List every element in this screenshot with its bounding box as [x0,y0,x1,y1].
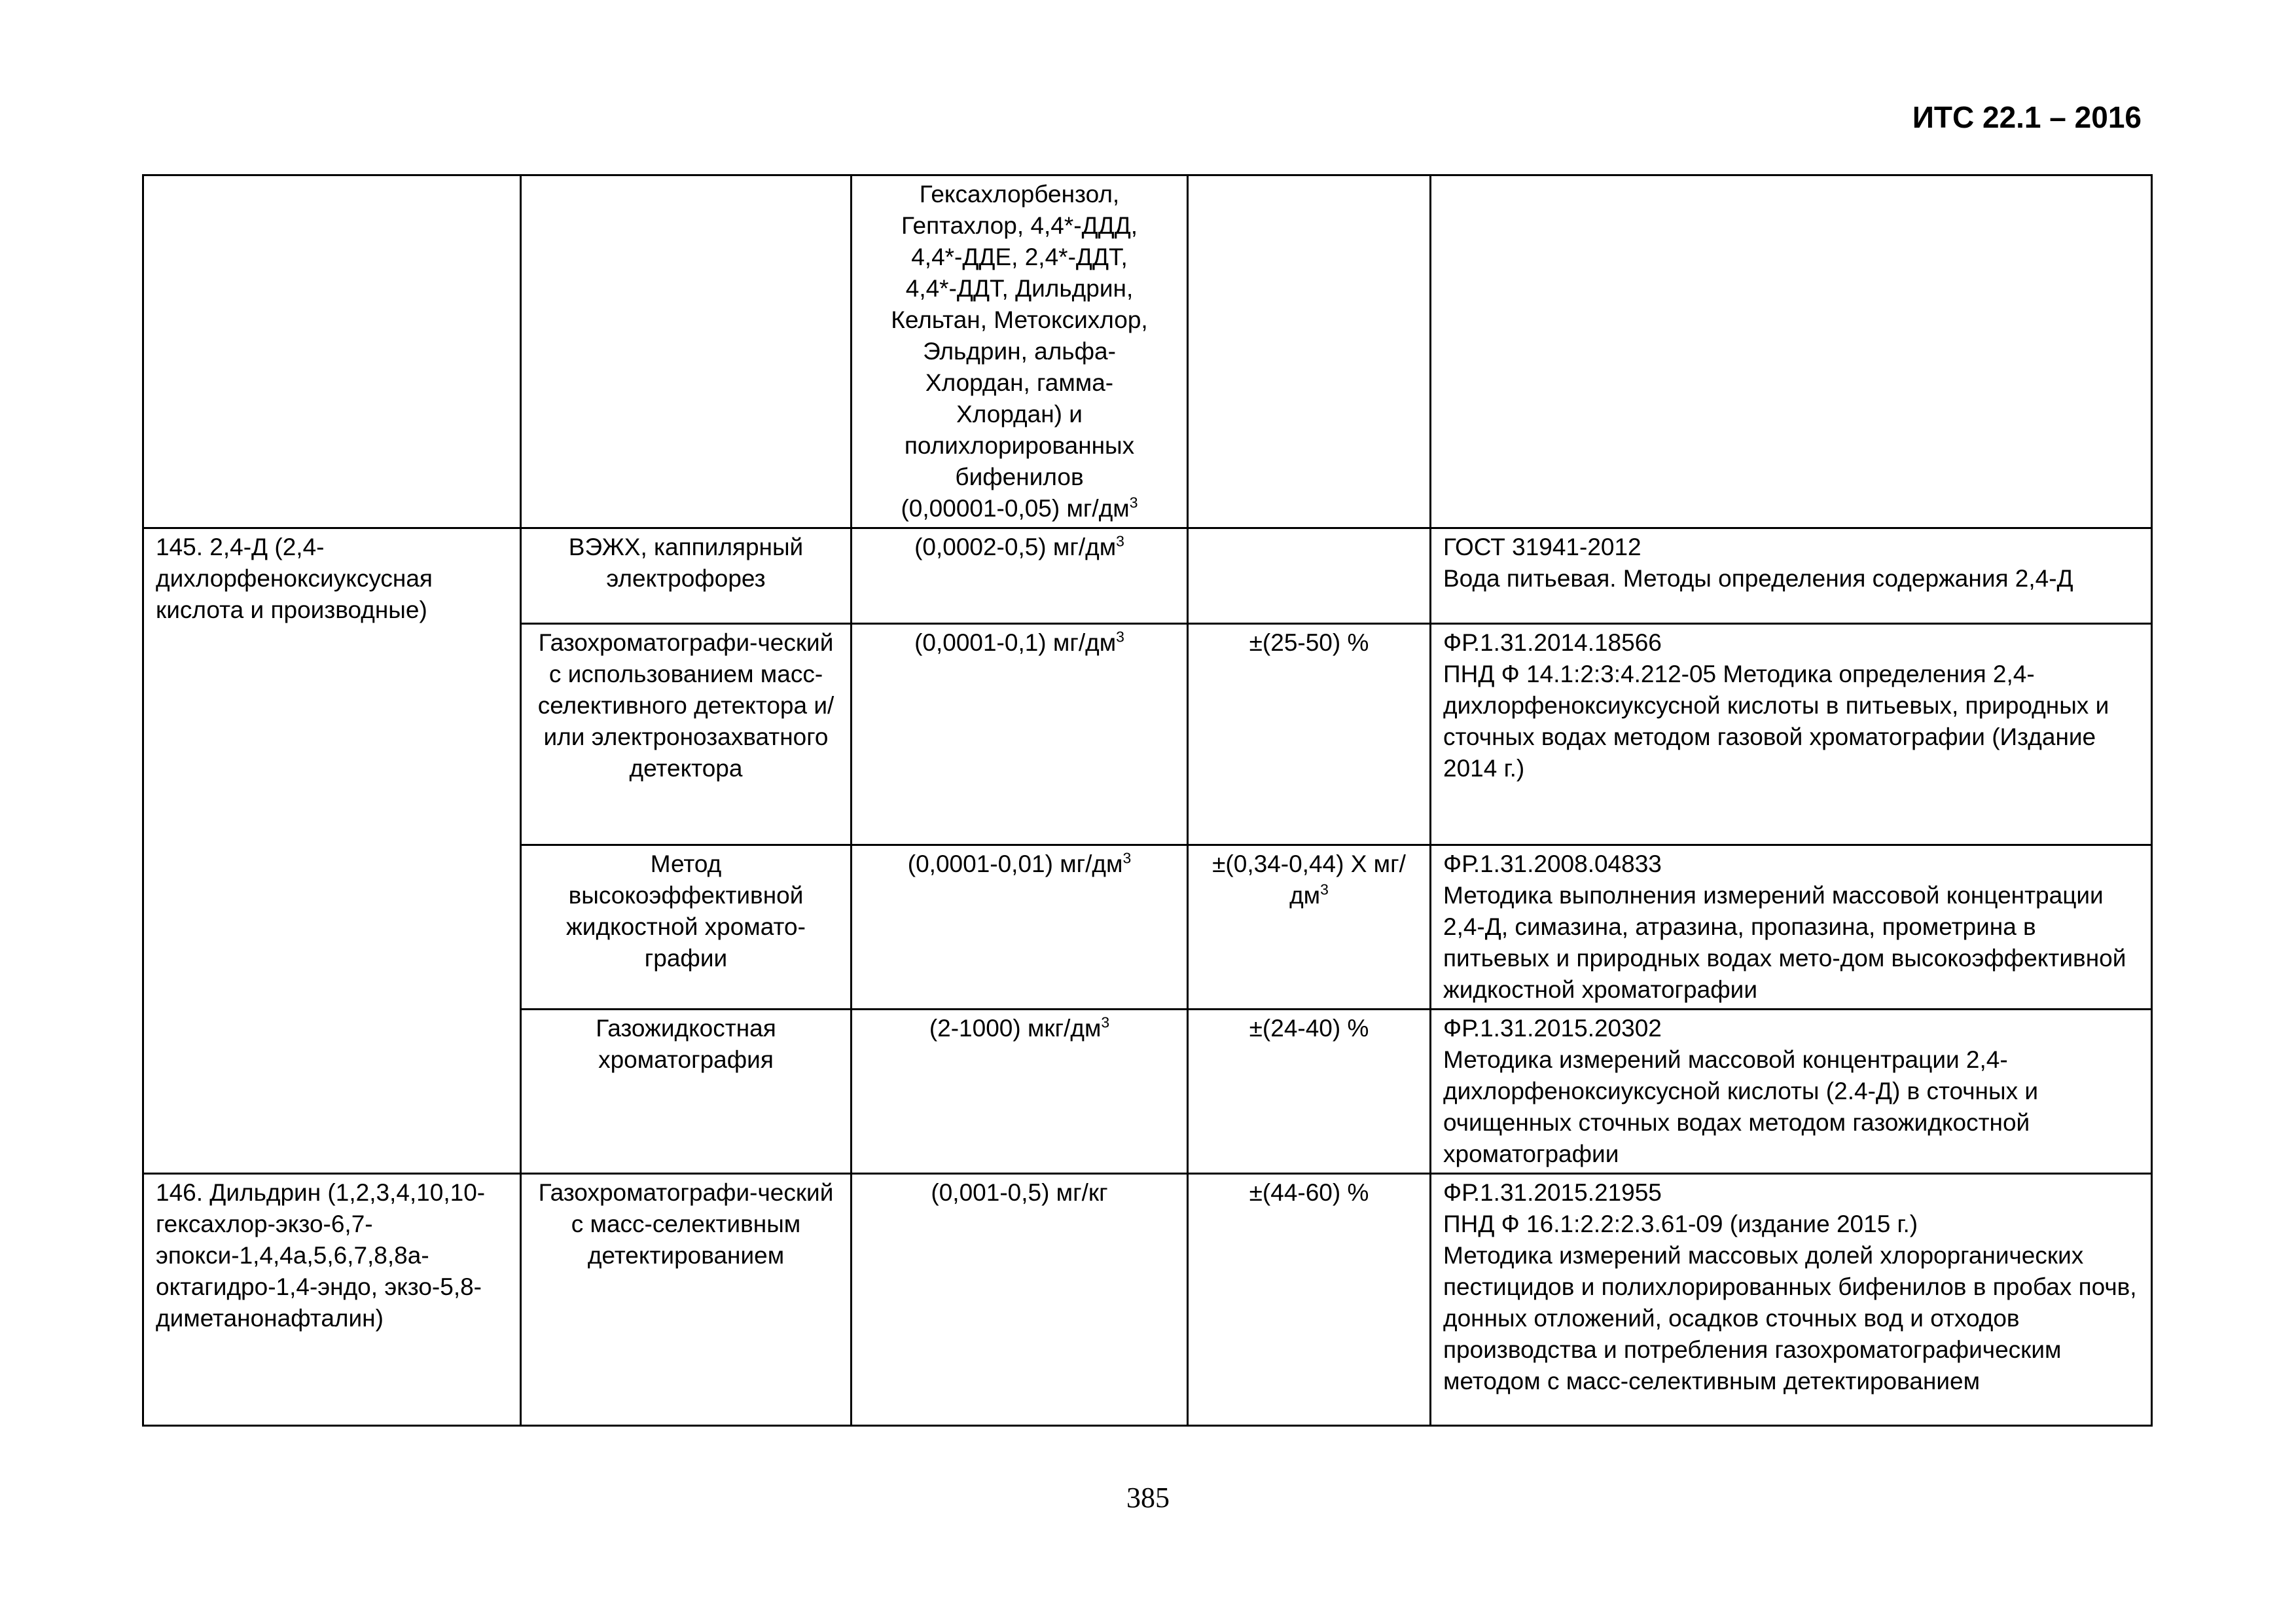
range-line: бифенилов [955,464,1084,490]
range-line: Гексахлорбензол, [919,181,1120,208]
document-title-line: Вода питьевая. Методы определения содержания 2,4-Д [1443,565,2073,592]
table-row [143,528,2152,624]
document-title-line: Методика измерений массовой концентрации 2,4-дихлорфеноксиуксусной кислоты (2.4-Д) в сточных и очищенных сточных водах методом газожидкостной хроматографии [1443,1046,2039,1167]
document-code-line: ФР.1.31.2008.04833 [1443,850,1662,877]
error-cell [1188,175,1431,528]
method-cell [521,175,852,528]
error-cell: ±(24-40) % [1188,1010,1431,1174]
substance-cell: 146. Дильдрин (1,2,3,4,10,10-гексахлор-экзо-6,7-эпокси-1,4,4а,5,6,7,8,8а-октагидро-1,4-эндо, экзо-5,8-диметанонафталин) [143,1174,521,1426]
range-line: 4,4*-ДДЕ, 2,4*-ДДТ, [911,244,1128,270]
range-line: Хлордан) и [956,401,1083,428]
range-line: полихлорированных [904,432,1135,459]
document-code-line: ФР.1.31.2014.18566 [1443,629,1662,656]
document-code-line: ПНД Ф 16.1:2.2:2.3.61-09 (издание 2015 г.) [1443,1211,1918,1237]
method-cell: Метод высокоэффективной жидкостной хромато-графии [521,845,852,1010]
substance-cell [143,175,521,528]
method-cell: Газохроматографи-ческий с масс-селективным детектированием [521,1174,852,1426]
document-code-line: ФР.1.31.2015.21955 [1443,1179,1662,1206]
range-line: (0,00001-0,05) $мг/дм^3$ [901,494,1138,522]
document-cell [1431,528,2152,624]
document-code-line: ГОСТ 31941-2012 [1443,534,1641,560]
document-cell [1431,1010,2152,1174]
methods-table [142,174,2153,1427]
method-cell: Газохроматографи-ческий с использованием масс-селективного детектора и/или электронозахватного детектора [521,624,852,845]
document-cell [1431,624,2152,845]
range-line: Хлордан, гамма- [925,369,1114,396]
range-line: Кельтан, Метоксихлор, [891,306,1148,333]
range-cell: (0,0002-0,5) $мг/дм^3$ [852,528,1188,624]
document-code-line: ФР.1.31.2015.20302 [1443,1015,1662,1042]
error-cell [1188,528,1431,624]
table-row [143,1174,2152,1426]
range-line: Эльдрин, альфа- [923,338,1116,365]
document-cell [1431,845,2152,1010]
table-row [143,175,2152,528]
range-cell: (0,001-0,5) мг/кг [852,1174,1188,1426]
document-title-line: ПНД Ф 14.1:2:3:4.212-05 Методика определения 2,4-дихлорфеноксиуксусной кислоты в питьевых, природных и сточных водах методом газовой хроматографии (Издание 2014 г.) [1443,661,2109,782]
range-line: Гептахлор, 4,4*-ДДД, [901,212,1138,239]
range-cell: (0,0001-0,1) $мг/дм^3$ [852,624,1188,845]
range-line: 4,4*-ДДТ, Дильдрин, [905,275,1134,302]
document-code: ИТС 22.1 – 2016 [1912,100,2142,134]
error-cell: ±(44-60) % [1188,1174,1431,1426]
error-cell: ±(0,34-0,44) Х $мг/дм^3$ [1188,845,1431,1010]
range-cell: (0,0001-0,01) $мг/дм^3$ [852,845,1188,1010]
substance-cell: 145. 2,4-Д (2,4-дихлорфеноксиуксусная кислота и производные) [143,528,521,1174]
range-cell [852,175,1188,528]
method-cell: ВЭЖХ, каппилярный электрофорез [521,528,852,624]
page-number: 385 [1126,1482,1170,1514]
error-cell: ±(25-50) % [1188,624,1431,845]
document-title-line: Методика измерений массовых долей хлорорганических пестицидов и полихлорированных бифенилов в пробах почв, донных отложений, осадков сточных вод и отходов производства и потребления газохроматографическим методом с масс-селективным детектированием [1443,1242,2137,1395]
range-cell: (2-1000) мкг/$дм^3$ [852,1010,1188,1174]
document-title-line: Методика выполнения измерений массовой концентрации 2,4-Д, симазина, атразина, пропазина, прометрина в питьевых и природных водах мето-дом высокоэффективной жидкостной хроматографии [1443,882,2126,1003]
document-cell [1431,175,2152,528]
document-cell [1431,1174,2152,1426]
method-cell: Газожидкостная хроматография [521,1010,852,1174]
